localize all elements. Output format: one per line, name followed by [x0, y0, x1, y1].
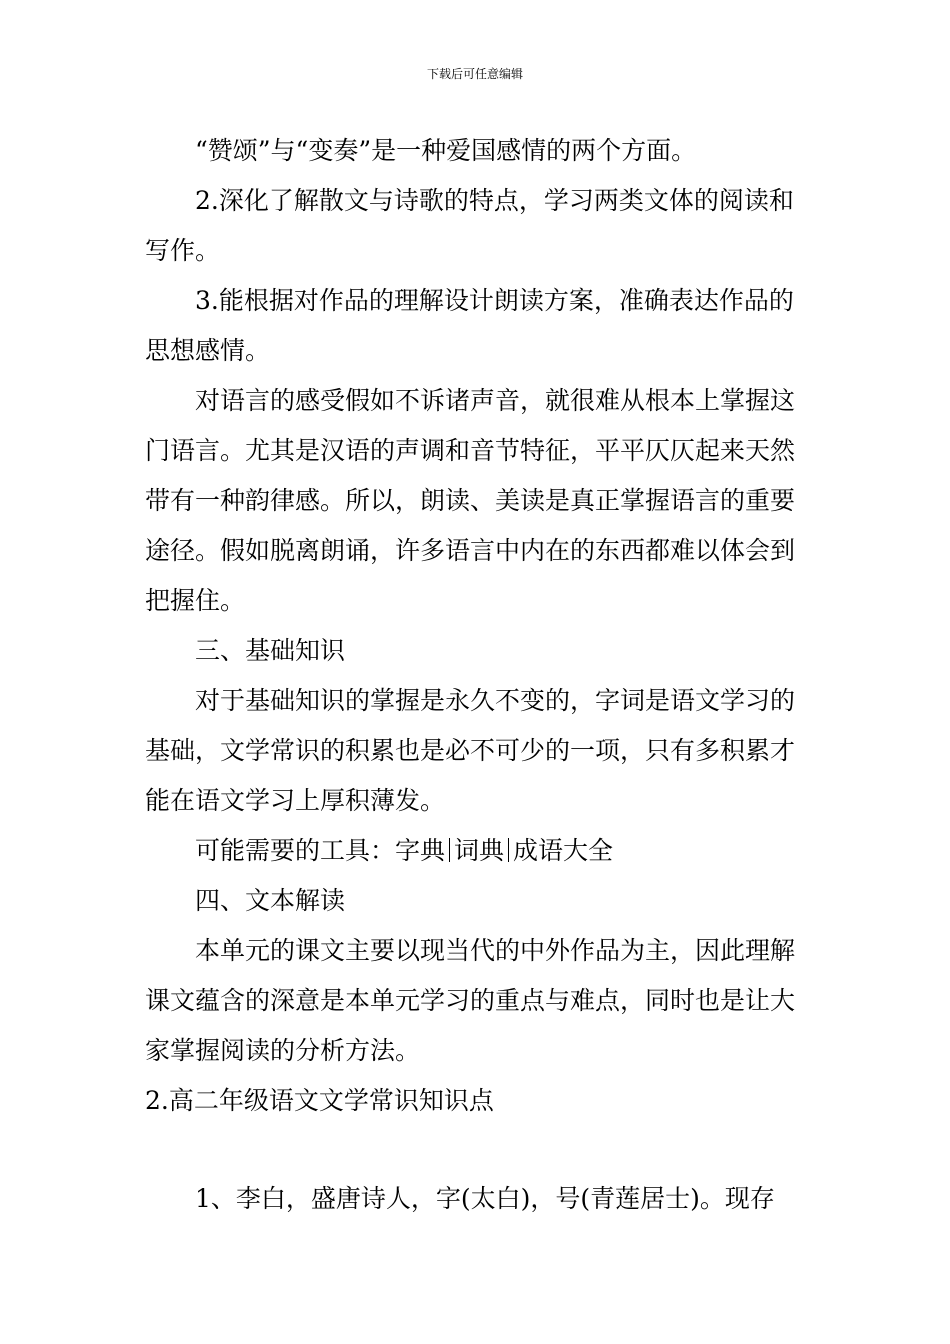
paragraph-goal-3: 3.能根据对作品的理解设计朗读方案，准确表达作品的思想感情。 [145, 286, 794, 365]
tools-label: 可能需要的工具： [195, 836, 396, 865]
tool-idiom-collection: 成语大全 [513, 836, 614, 865]
paragraph-praise-variation: “赞颂”与“变奏”是一种爱国感情的两个方面。 [195, 136, 697, 165]
tool-word-dictionary: 词典 [454, 836, 505, 865]
paragraph-text-interpretation: 本单元的课文主要以现当代的中外作品为主，因此理解课文蕴含的深意是本单元学习的重点与难点，同时也是让大家掌握阅读的分析方法。 [145, 936, 796, 1065]
tool-separator [449, 838, 450, 862]
tool-dictionary: 字典 [395, 836, 446, 865]
page-header: 下载后可任意编辑 [426, 67, 523, 81]
paragraph-reading-aloud: 对语言的感受假如不诉诸声音，就很难从根本上掌握这门语言。尤其是汉语的声调和音节特征，平平仄仄起来天然带有一种韵律感。所以，朗读、美读是真正掌握语言的重要途径。假如脱离朗诵，许多语言中内在的东西都难以体会到把握住。 [145, 386, 796, 615]
blank-line [145, 1126, 815, 1174]
paragraph-goal-2: 2.深化了解散文与诗歌的特点，学习两类文体的阅读和写作。 [145, 186, 794, 265]
section-title: 2.高二年级语文文学常识知识点 [145, 1086, 494, 1115]
heading-basic-knowledge: 三、基础知识 [195, 636, 346, 665]
document-body [145, 126, 815, 1224]
tool-separator [508, 838, 509, 862]
heading-text-interpretation: 四、文本解读 [195, 886, 346, 915]
paragraph-li-bai: 1、李白，盛唐诗人，字(太白)，号(青莲居士)。现存 [195, 1184, 775, 1213]
paragraph-basic-knowledge: 对于基础知识的掌握是永久不变的，字词是语文学习的基础，文学常识的积累也是必不可少的一项，只有多积累才能在语文学习上厚积薄发。 [145, 686, 796, 815]
paragraph-tools [145, 826, 815, 876]
